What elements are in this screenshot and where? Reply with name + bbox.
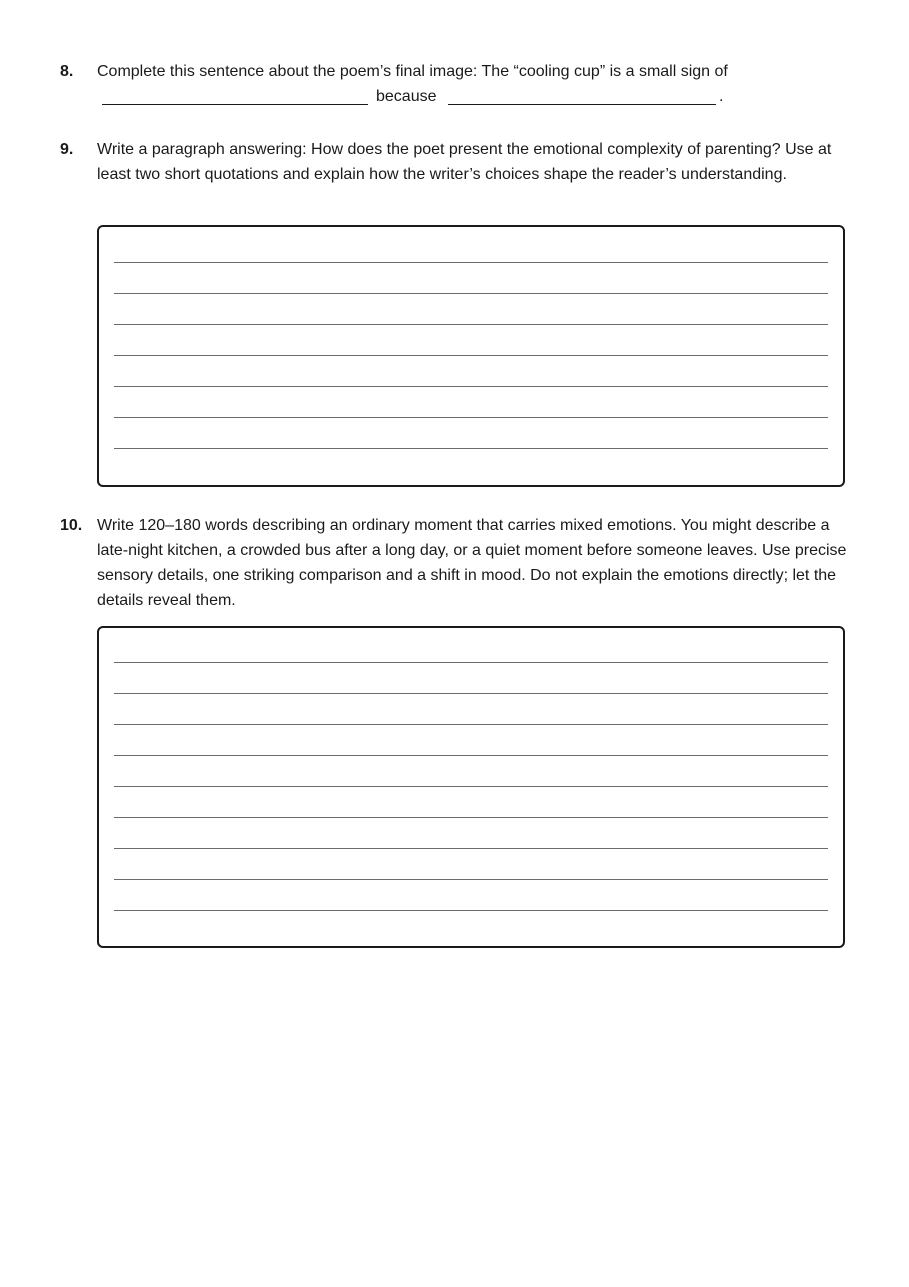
question-text: Write a paragraph answering: How does the poet present the emotional complexity of parenting? Use at least two short quotations and explain how the writer’s choices shape the reader’s understanding. bbox=[97, 141, 832, 183]
answer-line bbox=[114, 355, 828, 356]
answer-line bbox=[114, 910, 828, 911]
answer-line bbox=[114, 817, 828, 818]
answer-line bbox=[114, 386, 828, 387]
answer-line bbox=[114, 262, 828, 263]
sentence-period: . bbox=[719, 88, 724, 105]
answer-box-q10[interactable] bbox=[97, 626, 845, 948]
answer-line bbox=[114, 724, 828, 725]
answer-line bbox=[114, 417, 828, 418]
answer-line bbox=[114, 755, 828, 756]
fill-in-blank-1[interactable] bbox=[102, 104, 368, 105]
question-text: Complete this sentence about the poem’s final image: The “cooling cup” is a small sign of bbox=[97, 63, 728, 80]
because-label: because bbox=[376, 88, 437, 105]
fill-in-blank-2[interactable] bbox=[448, 104, 716, 105]
answer-line bbox=[114, 662, 828, 663]
question-number: 8. bbox=[60, 63, 74, 80]
question-9 bbox=[60, 137, 860, 217]
question-8 bbox=[60, 59, 860, 111]
sentence-completion-line bbox=[100, 84, 800, 109]
question-10 bbox=[60, 513, 860, 613]
answer-line bbox=[114, 293, 828, 294]
answer-box-q9[interactable] bbox=[97, 225, 845, 487]
answer-line bbox=[114, 324, 828, 325]
question-text: Write 120–180 words describing an ordinary moment that carries mixed emotions. You might describe a late-night kitchen, a crowded bus after a long day, or a quiet moment before someone leaves. Use precise sensory details, one striking comparison and a shift in mood. Do not explain the emotions directly; let the details reveal them. bbox=[97, 517, 847, 609]
answer-line bbox=[114, 448, 828, 449]
question-number: 9. bbox=[60, 141, 74, 158]
answer-line bbox=[114, 848, 828, 849]
answer-line bbox=[114, 693, 828, 694]
answer-line bbox=[114, 786, 828, 787]
answer-line bbox=[114, 879, 828, 880]
question-number: 10. bbox=[60, 517, 83, 534]
